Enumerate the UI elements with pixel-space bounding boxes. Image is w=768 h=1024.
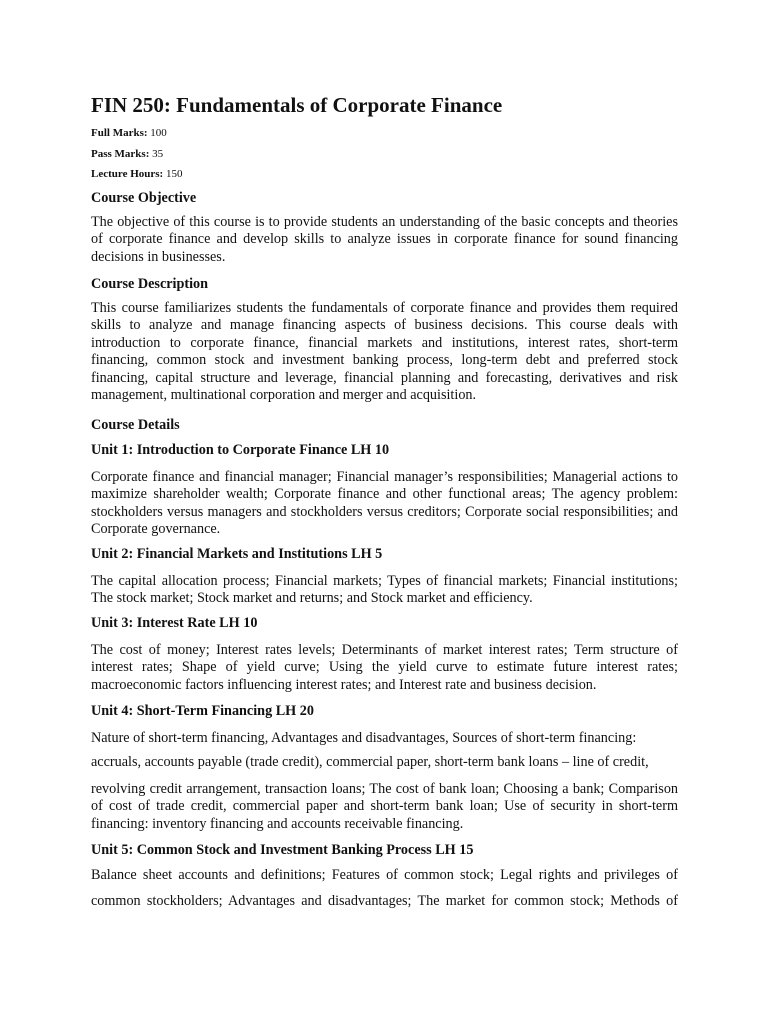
unit-2-text: The capital allocation process; Financial markets; Types of financial markets; Financial institutions; The stock market; Stock market and returns; and Stock market and efficiency. <box>91 573 678 607</box>
unit-5-line-1: Balance sheet accounts and definitions; Features of common stock; Legal rights and privileges of <box>91 867 678 883</box>
unit-2-heading: Unit 2: Financial Markets and Institutions LH 5 <box>91 546 383 562</box>
unit-3-heading: Unit 3: Interest Rate LH 10 <box>91 615 258 631</box>
pass-marks-value: 35 <box>152 148 164 160</box>
lecture-hours-value: 150 <box>165 168 183 180</box>
full-marks <box>91 127 167 139</box>
course-objective-heading: Course Objective <box>91 190 197 206</box>
unit-5-line-2: common stockholders; Advantages and disadvantages; The market for common stock; Methods of <box>91 893 678 909</box>
course-description-heading: Course Description <box>91 276 209 292</box>
lecture-hours-label: Lecture Hours: <box>91 168 164 180</box>
unit-3-text: The cost of money; Interest rates levels; Determinants of market interest rates; Term structure of interest rates; Shape of yield curve; Using the yield curve to estimate future interest rates; macroeconomic factors influencing interest rates; and Interest rate and business decision. <box>91 642 678 693</box>
course-objective-text: The objective of this course is to provide students an understanding of the basic concepts and theories of corporate finance and develop skills to analyze issues in corporate finance for sound financing decisions in businesses. <box>91 214 678 265</box>
lecture-hours <box>91 168 182 180</box>
full-marks-label: Full Marks: <box>91 127 148 139</box>
course-details-heading: Course Details <box>91 417 180 433</box>
unit-1-text: Corporate finance and financial manager; Financial manager’s responsibilities; Managerial actions to maximize shareholder wealth; Corporate finance and other functional areas; The agency problem: stockholders versus managers and stockholders versus creditors; Corporate social responsibilities; and Corporate governance. <box>91 469 678 538</box>
unit-5-heading: Unit 5: Common Stock and Investment Banking Process LH 15 <box>91 842 474 858</box>
full-marks-value: 100 <box>150 127 167 139</box>
unit-4-line-1: Nature of short-term financing, Advantages and disadvantages, Sources of short-term financing: <box>91 730 637 746</box>
unit-4-line-2: accruals, accounts payable (trade credit), commercial paper, short-term bank loans – line of credit, <box>91 754 649 770</box>
pass-marks-label: Pass Marks: <box>91 148 150 160</box>
document-title: FIN 250: Fundamentals of Corporate Finance <box>91 93 503 117</box>
pass-marks <box>91 148 163 160</box>
course-description-text: This course familiarizes students the fundamentals of corporate finance and provides them required skills to analyze and manage financing aspects of business decisions. This course deals with introduction to corporate finance, financial markets and institutions, interest rates, short-term financing, common stock and investment banking process, long-term debt and preferred stock financing, capital structure and leverage, financial planning and forecasting, derivatives and risk management, multinational corporation and merger and acquisition. <box>91 300 678 404</box>
unit-4-heading: Unit 4: Short-Term Financing LH 20 <box>91 703 314 719</box>
unit-4-text: revolving credit arrangement, transaction loans; The cost of bank loan; Choosing a bank; Comparison of cost of trade credit, commercial paper and short-term bank loan; Use of security in short-term financing: inventory financing and accounts receivable financing. <box>91 781 678 832</box>
unit-1-heading: Unit 1: Introduction to Corporate Finance LH 10 <box>91 442 390 458</box>
